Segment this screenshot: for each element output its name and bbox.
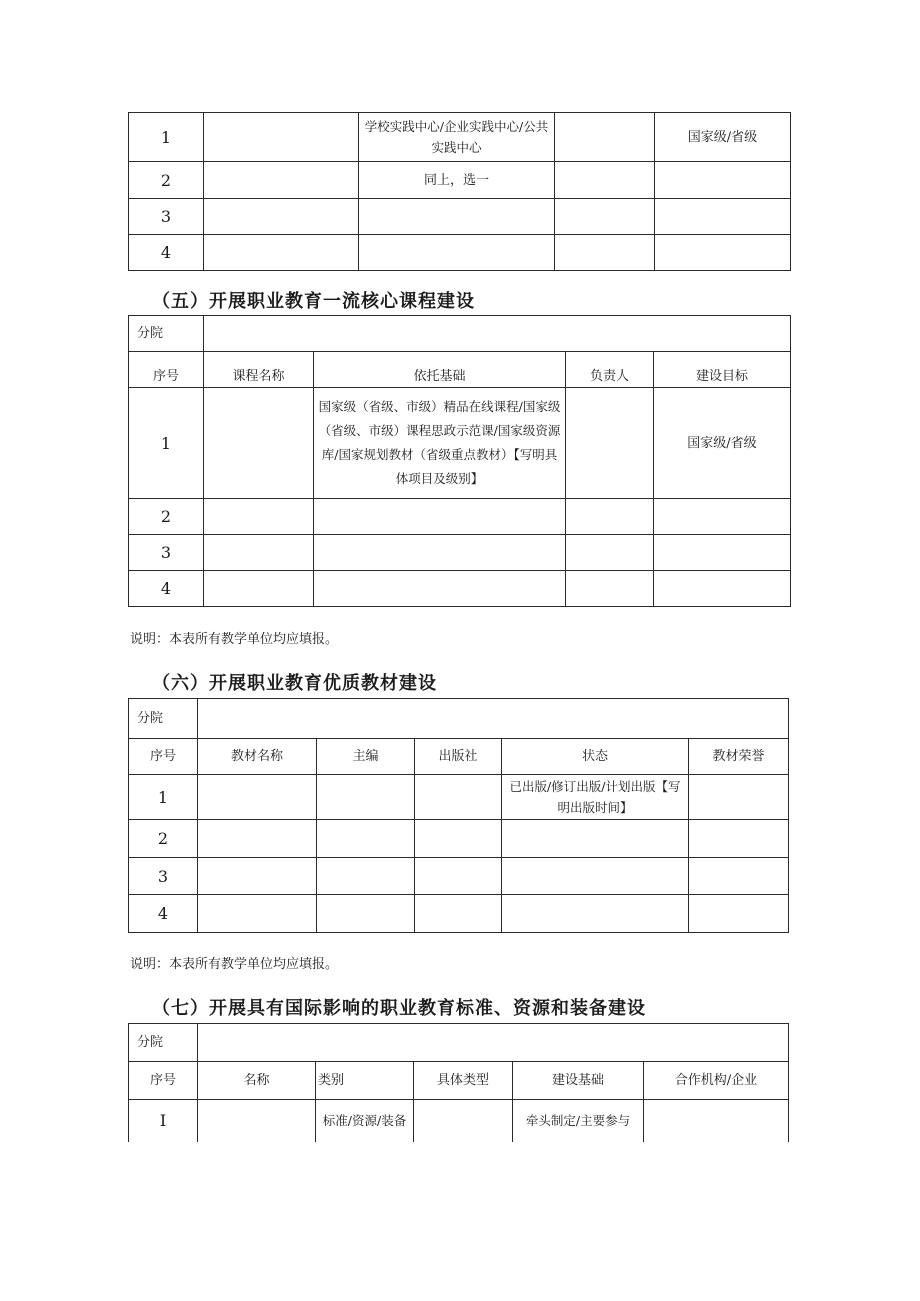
header-cell: 建设基础: [513, 1062, 644, 1100]
header-cell: 具体类型: [414, 1062, 513, 1100]
core-course-table: [128, 315, 791, 607]
header-row: [129, 1062, 789, 1100]
header-cell: 建设目标: [654, 352, 791, 388]
table-row: [129, 1100, 789, 1142]
table-row: [129, 235, 791, 271]
basis-cell: 牵头制定/主要参与: [513, 1100, 644, 1142]
branch-value: [204, 316, 791, 352]
row-number: 1: [129, 775, 198, 820]
table-row: [129, 113, 791, 162]
table-row: [129, 499, 791, 535]
header-cell: 序号: [129, 1062, 198, 1100]
basis-cell: 国家级（省级、市级）精品在线课程/国家级（省级、市级）课程思政示范课/国家级资源库/国家规划教材（省级重点教材）【写明具体项目及级别】: [314, 388, 566, 499]
header-cell: 依托基础: [314, 352, 566, 388]
row-number: 3: [129, 858, 198, 895]
header-cell: 负责人: [566, 352, 654, 388]
row-number: 2: [129, 162, 204, 199]
header-row: [129, 352, 791, 388]
table-row: [129, 162, 791, 199]
header-cell: 状态: [502, 739, 689, 775]
row-number: I: [129, 1100, 198, 1142]
header-cell: 教材荣誉: [689, 739, 789, 775]
header-cell: 主编: [317, 739, 415, 775]
row-number: 2: [129, 820, 198, 858]
center-type-cell: 学校实践中心/企业实践中心/公共实践中心: [359, 113, 555, 162]
table-row: [129, 535, 791, 571]
row-number: 3: [129, 535, 204, 571]
section6-title: （六）开展职业教育优质教材建设: [152, 673, 437, 694]
branch-row: [129, 316, 791, 352]
section5-note: 说明：本表所有教学单位均应填报。: [130, 632, 339, 647]
table-row: [129, 199, 791, 235]
header-cell: 合作机构/企业: [644, 1062, 789, 1100]
branch-row: [129, 1024, 789, 1062]
category-cell: 标准/资源/装备: [316, 1100, 414, 1142]
header-cell: 教材名称: [198, 739, 317, 775]
table-row: [129, 895, 789, 933]
row-number: 4: [129, 571, 204, 607]
branch-row: [129, 699, 789, 739]
header-cell: 序号: [129, 352, 204, 388]
header-cell: 类别: [316, 1062, 414, 1100]
table-row: [129, 858, 789, 895]
row-number: 4: [129, 895, 198, 933]
row-number: 3: [129, 199, 204, 235]
level-cell: 国家级/省级: [655, 113, 791, 162]
header-cell: 课程名称: [204, 352, 314, 388]
header-cell: 出版社: [415, 739, 502, 775]
goal-cell: 国家级/省级: [654, 388, 791, 499]
section7-title: （七）开展具有国际影响的职业教育标准、资源和装备建设: [152, 998, 646, 1019]
textbook-table: [128, 698, 789, 933]
table-row: [129, 571, 791, 607]
row-number: 1: [129, 113, 204, 162]
branch-value: [198, 1024, 789, 1062]
row-number: 1: [129, 388, 204, 499]
section6-note: 说明：本表所有教学单位均应填报。: [130, 957, 339, 972]
header-cell: 序号: [129, 739, 198, 775]
center-type-cell: 同上，选一: [359, 162, 555, 199]
status-cell: 已出版/修订出版/计划出版【写明出版时间】: [502, 775, 689, 820]
practice-center-table: [128, 112, 791, 271]
branch-label: 分院: [129, 699, 198, 739]
branch-label: 分院: [129, 1024, 198, 1062]
international-standards-table: [128, 1023, 789, 1142]
table-row: [129, 388, 791, 499]
branch-value: [198, 699, 789, 739]
table-row: [129, 775, 789, 820]
header-cell: 名称: [198, 1062, 316, 1100]
header-row: [129, 739, 789, 775]
row-number: 2: [129, 499, 204, 535]
row-number: 4: [129, 235, 204, 271]
table-row: [129, 820, 789, 858]
section5-title: （五）开展职业教育一流核心课程建设: [152, 291, 475, 312]
branch-label: 分院: [129, 316, 204, 352]
